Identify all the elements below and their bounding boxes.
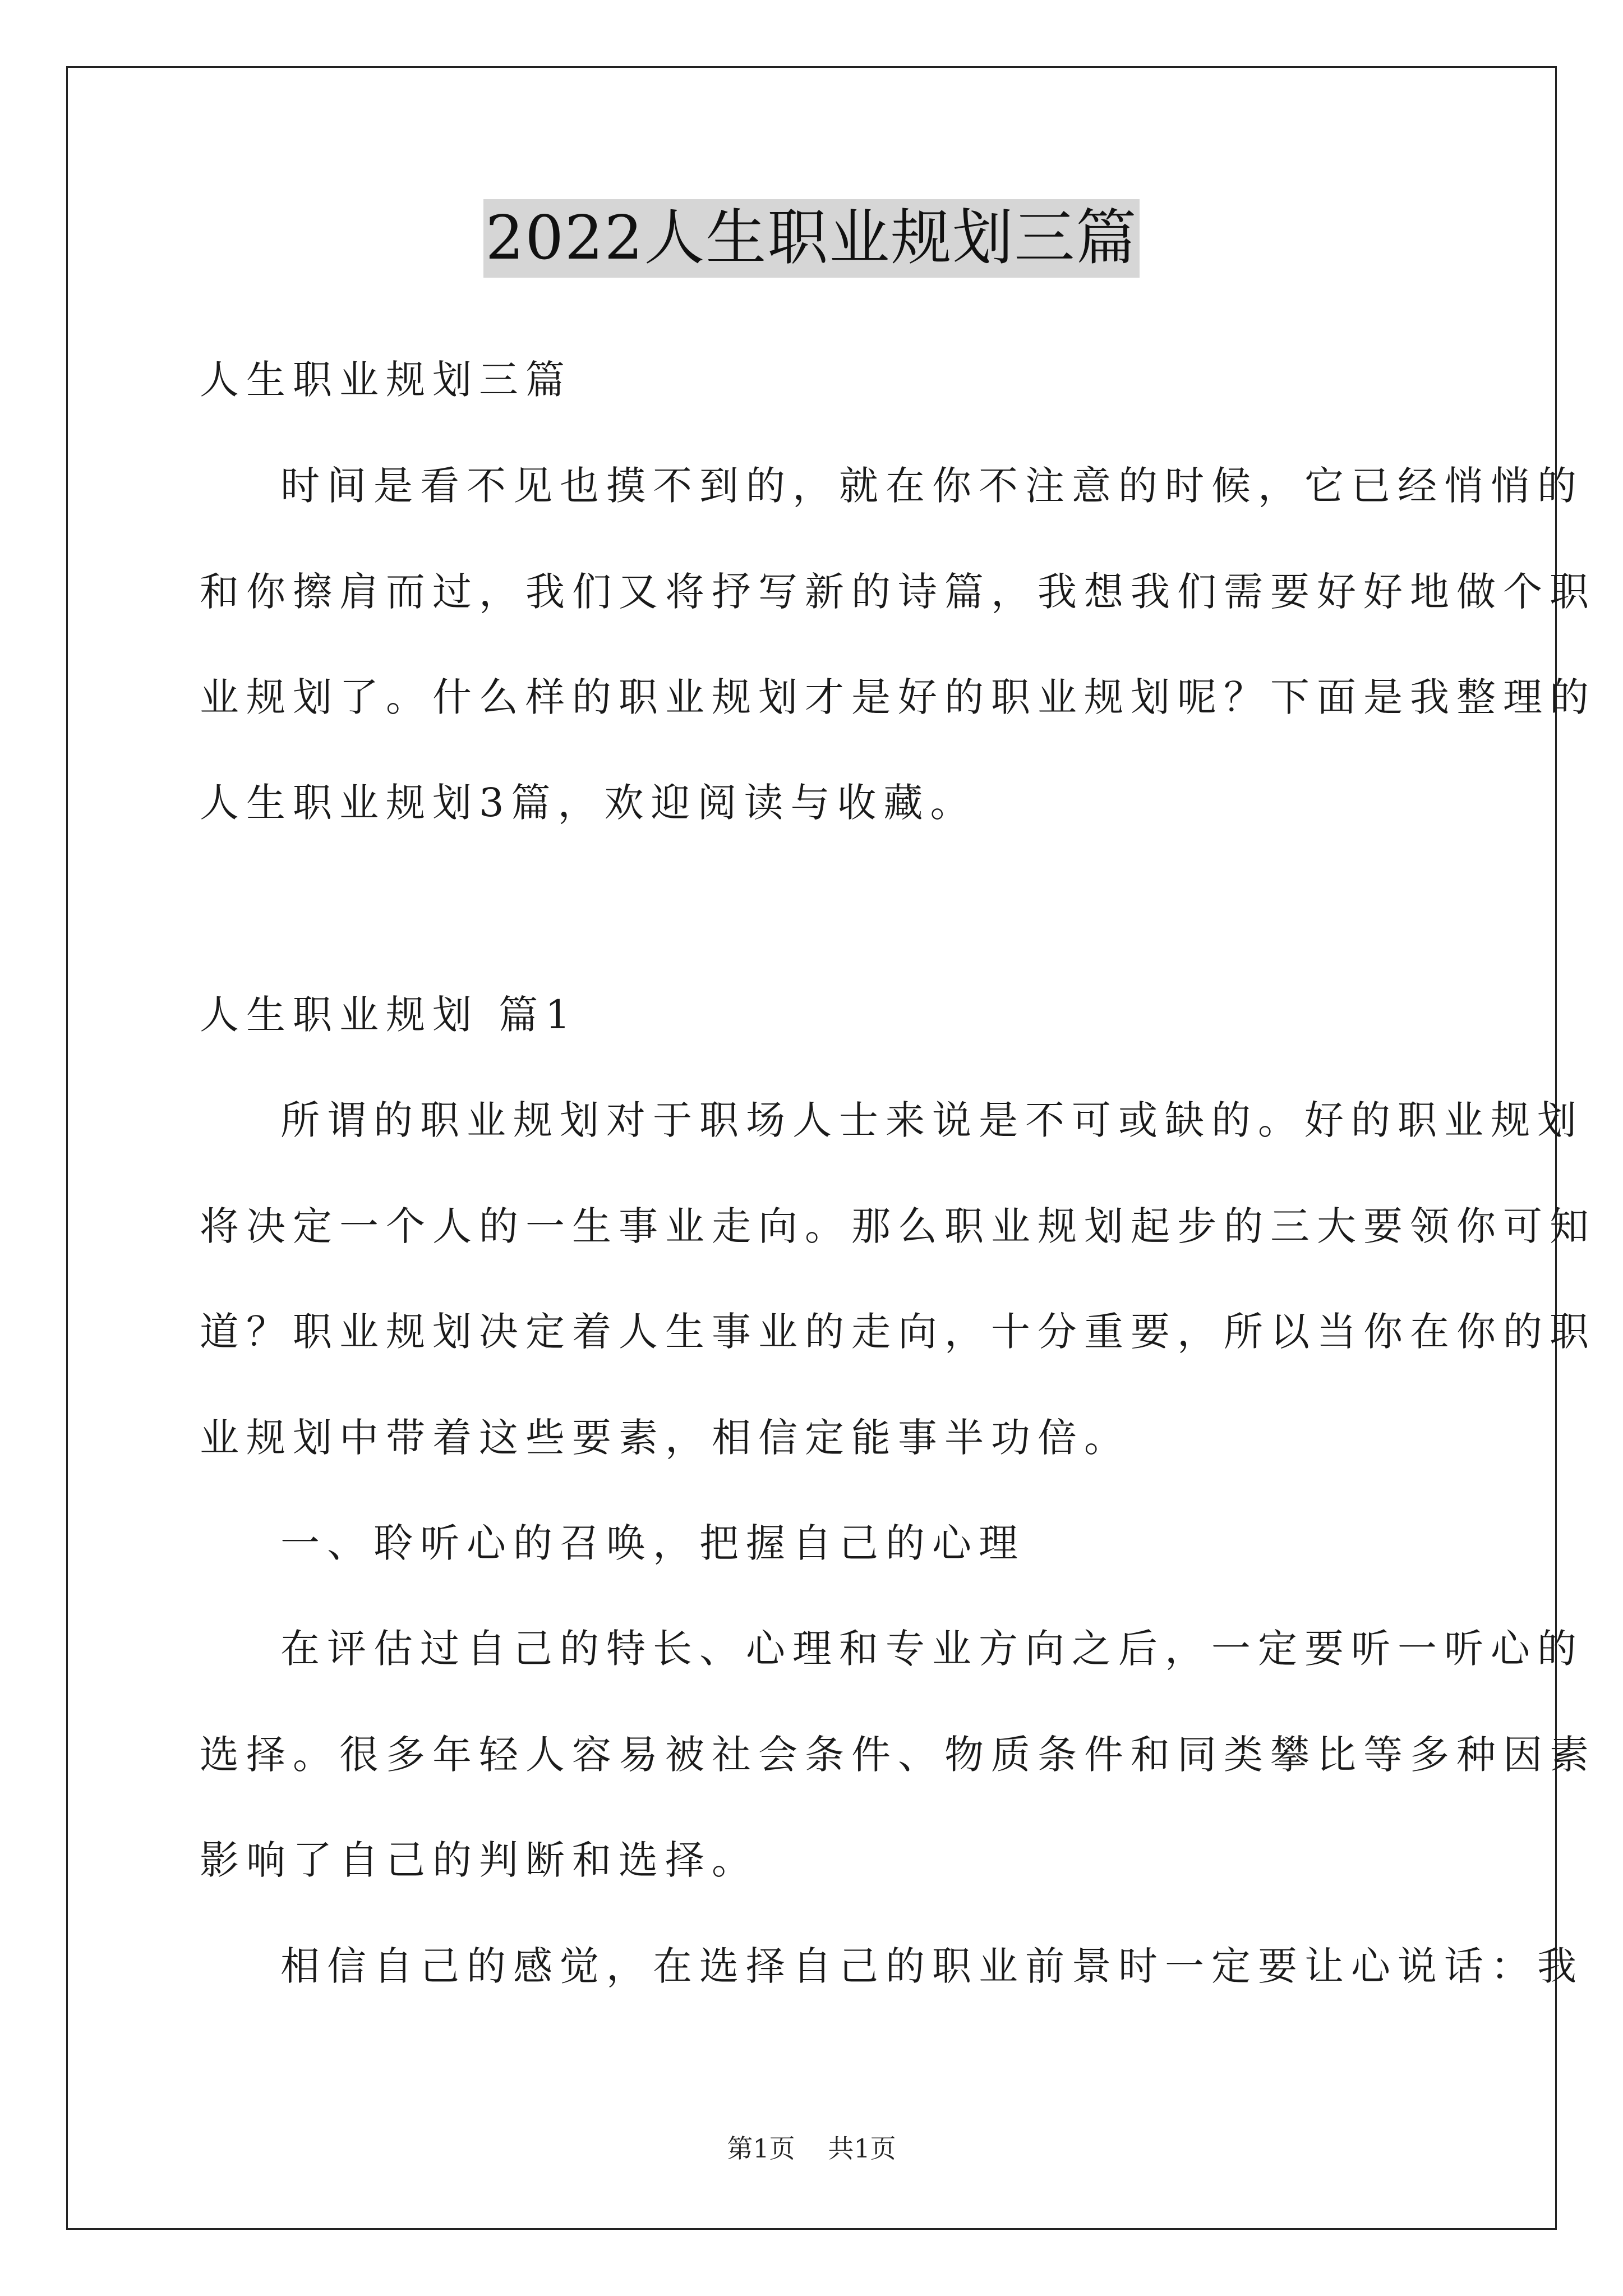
intro-line-3: 业规划了。什么样的职业规划才是好的职业规划呢？下面是我整理的 <box>200 674 1596 720</box>
intro-line-2: 和你擦肩而过，我们又将抒写新的诗篇，我想我们需要好好地做个职 <box>200 569 1596 615</box>
intro-line-1: 时间是看不见也摸不到的，就在你不注意的时候，它已经悄悄的 <box>280 463 1584 509</box>
last-line: 相信自己的感觉，在选择自己的职业前景时一定要让心说话：我 <box>280 1943 1584 1989</box>
point-heading: 一、聆听心的召唤，把握自己的心理 <box>280 1520 1025 1566</box>
page-number: 第1页 <box>727 2133 795 2164</box>
intro-line-4: 人生职业规划3篇，欢迎阅读与收藏。 <box>200 780 977 826</box>
point-line-3: 影响了自己的判断和选择。 <box>200 1837 758 1883</box>
point-line-2: 选择。很多年轻人容易被社会条件、物质条件和同类攀比等多种因素 <box>200 1732 1596 1778</box>
document-subtitle: 人生职业规划三篇 <box>200 357 572 403</box>
section-line-3: 道？职业规划决定着人生事业的走向，十分重要，所以当你在你的职 <box>200 1309 1596 1355</box>
title-container <box>0 199 1623 278</box>
section-line-4: 业规划中带着这些要素，相信定能事半功倍。 <box>200 1415 1131 1461</box>
section-heading: 人生职业规划 篇1 <box>200 992 578 1038</box>
page-total: 共1页 <box>828 2133 896 2164</box>
section-line-2: 将决定一个人的一生事业走向。那么职业规划起步的三大要领你可知 <box>200 1203 1596 1249</box>
section-line-1: 所谓的职业规划对于职场人士来说是不可或缺的。好的职业规划 <box>280 1097 1584 1143</box>
page-footer <box>0 2132 1623 2165</box>
point-line-1: 在评估过自己的特长、心理和专业方向之后，一定要听一听心的 <box>280 1626 1584 1672</box>
document-title: 2022人生职业规划三篇 <box>483 199 1140 278</box>
